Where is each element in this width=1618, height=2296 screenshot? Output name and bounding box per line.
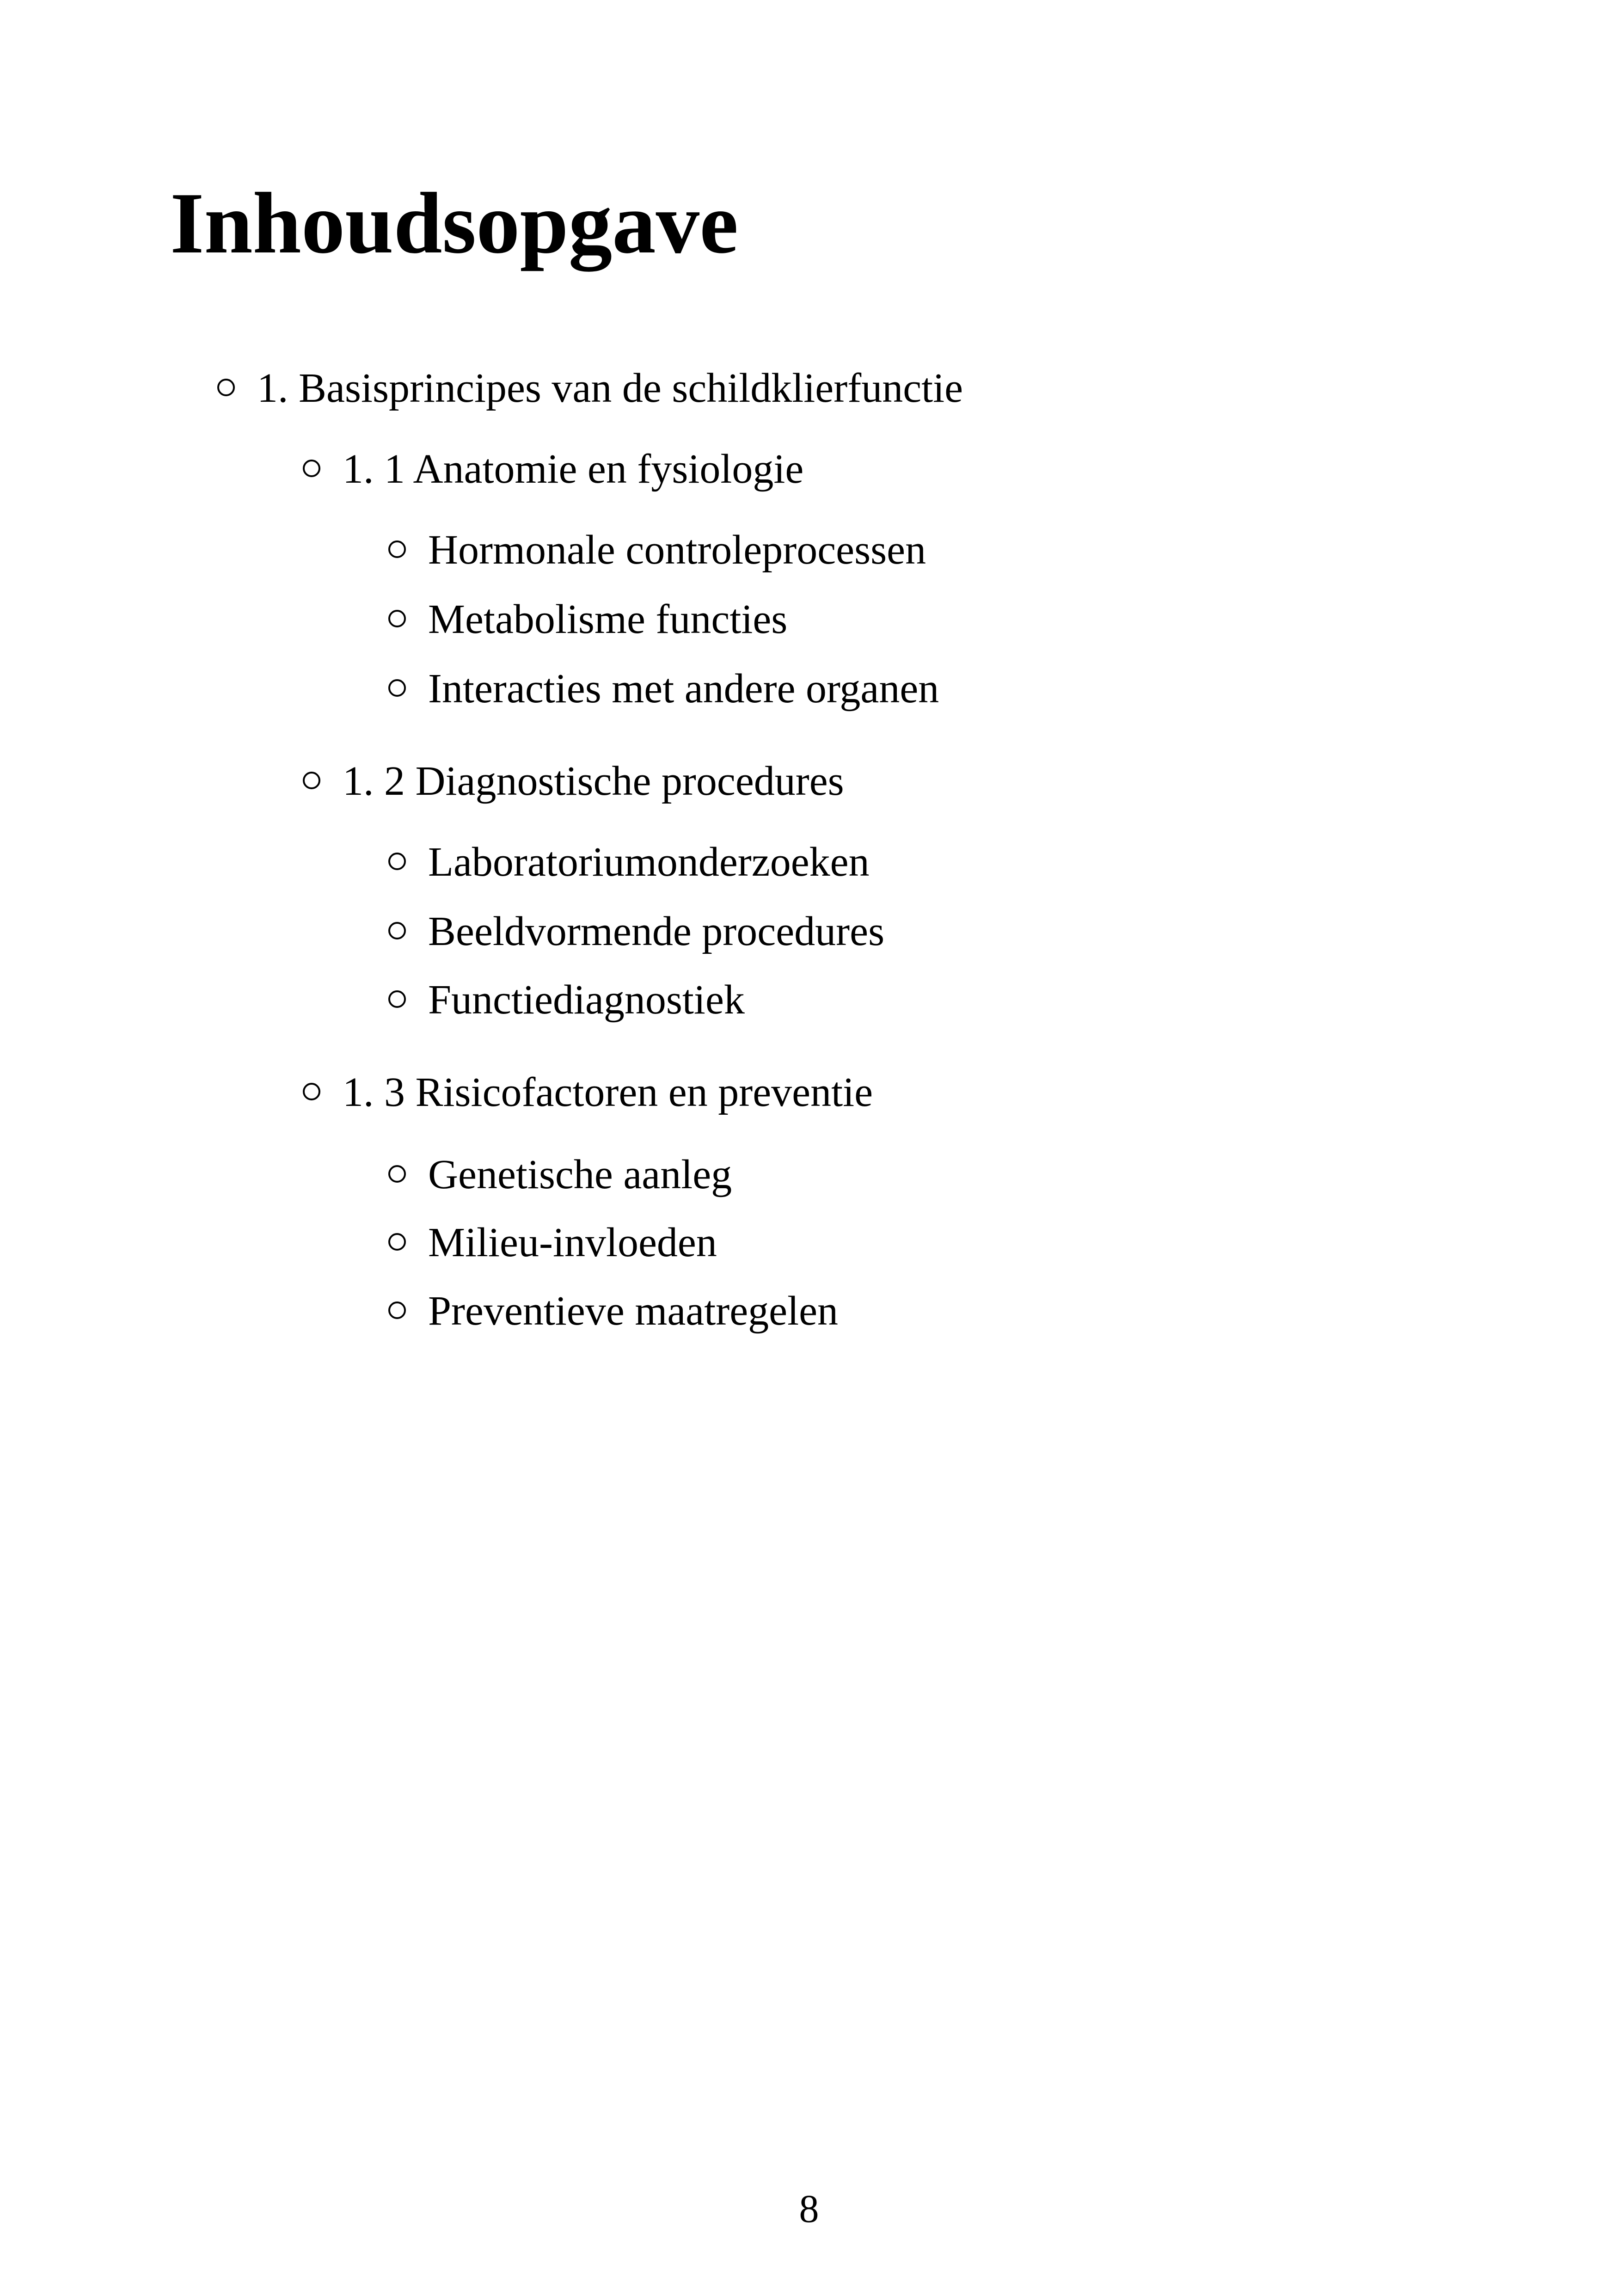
- circle-bullet-icon: [303, 1083, 320, 1100]
- toc-section-label: 1. 1 Anatomie en fysiologie: [343, 446, 804, 492]
- toc-item-label: Metabolisme functies: [428, 596, 788, 642]
- toc-item-label: Interacties met andere organen: [428, 666, 939, 712]
- circle-bullet-icon: [388, 990, 406, 1008]
- toc-item-label: Beeldvormende procedures: [428, 909, 885, 954]
- circle-bullet-icon: [388, 1233, 406, 1251]
- page-title: Inhoudsopgave: [170, 175, 739, 271]
- circle-bullet-icon: [388, 922, 406, 939]
- toc-item-label: Milieu-invloeden: [428, 1220, 717, 1265]
- toc-item-label: Genetische aanleg: [428, 1152, 732, 1197]
- toc-item-label: Hormonale controleprocessen: [428, 527, 926, 573]
- circle-bullet-icon: [388, 610, 406, 627]
- toc-item-label: Preventieve maatregelen: [428, 1288, 839, 1334]
- page-number: 8: [799, 2186, 819, 2231]
- toc-item-label: Functiediagnostiek: [428, 977, 745, 1023]
- circle-bullet-icon: [388, 540, 406, 558]
- toc-section-label: 1. 3 Risicofactoren en preventie: [343, 1069, 873, 1115]
- circle-bullet-icon: [388, 679, 406, 697]
- circle-bullet-icon: [388, 1301, 406, 1319]
- toc-chapter-label: 1. Basisprincipes van de schildklierfunctie: [257, 365, 963, 411]
- circle-bullet-icon: [217, 379, 235, 396]
- circle-bullet-icon: [303, 772, 320, 789]
- toc-item-label: Laboratoriumonderzoeken: [428, 839, 870, 885]
- circle-bullet-icon: [388, 853, 406, 870]
- circle-bullet-icon: [388, 1165, 406, 1183]
- circle-bullet-icon: [303, 460, 320, 477]
- toc-section-label: 1. 2 Diagnostische procedures: [343, 758, 844, 804]
